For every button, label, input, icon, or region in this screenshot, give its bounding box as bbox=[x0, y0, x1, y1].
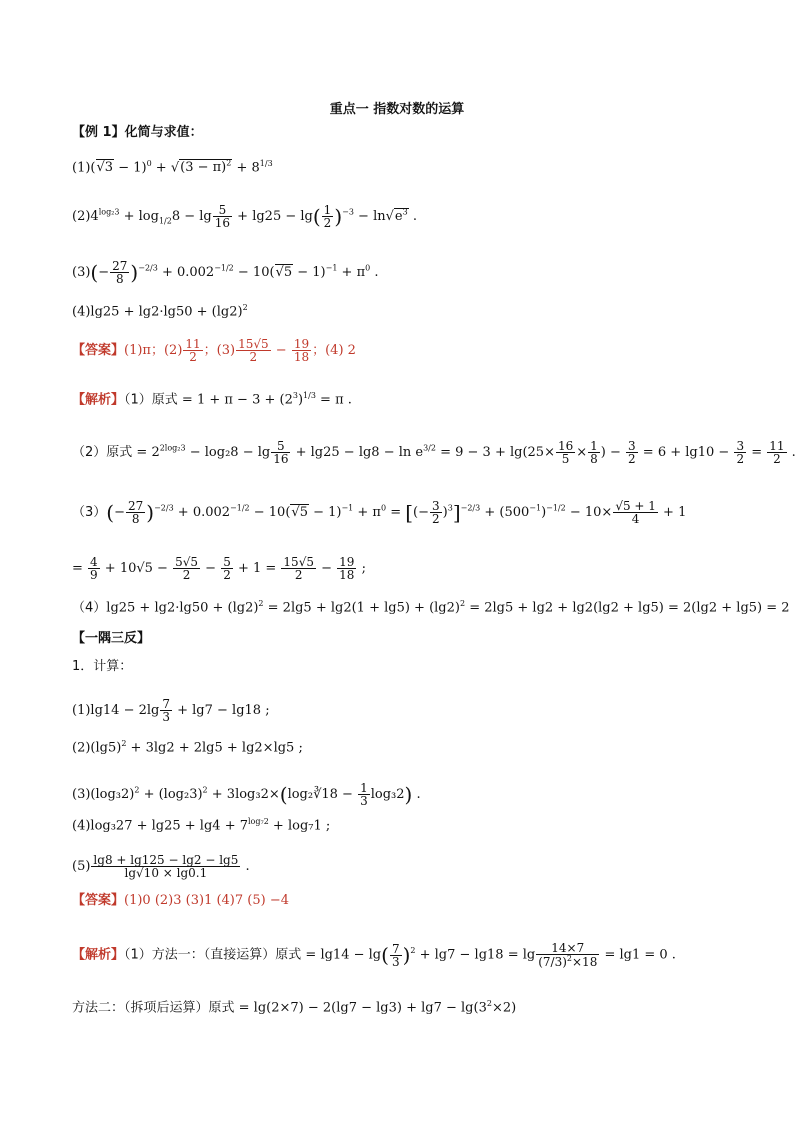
example-answer: 【答案】(1)π；(2) $\frac{11}{2}$ ；(3) $\frac{15√5}{2}$ − $\frac{19}{18}$ ；(4) 2 bbox=[72, 337, 356, 364]
practice-problem-1: (1)lg14 − 2lg $\frac{7}{3}$ + lg7 − lg18 ; bbox=[72, 697, 270, 724]
solution-4: $(4)\lg 25 + \lg 2\cdot\lg 50 + (\lg 2)^2 = 2\lg 5 + \lg 2(1 + \lg 5) + (\lg 2)^2 = 2\lg 5 + \lg 2 + \lg 2(\lg 2 + \lg 5) = 2(\lg 2 + \lg 5) = 2$ bbox=[72, 599, 790, 616]
solution-1: 【解析】（1）原式 = $1 + \pi - 3 + (2^3)^{1/3} = \pi$ . bbox=[72, 391, 352, 408]
practice-answer: 【答案】(1)0 (2)3 (3)1 (4)7 (5) −4 bbox=[72, 893, 289, 908]
solution-3: （3）(− $\frac{27}{8}$ )$^{-2/3} + 0.002^{-1/2} - 10(√5 - 1)^{-1} + \pi^0$ = [(− $\frac{3}{2}$ )$^3]^{-2/3} + (500^{-1})^{-1/2} - 10\times$ $\frac{√5 + 1}{4}$ + 1 bbox=[72, 499, 687, 526]
practice-problem-3: $(3)(\log_32)^2 + (\log_23)^2$ + 3log₃2×(log₂∛18 − $\frac{1}{3}$ log₃2) . bbox=[72, 781, 421, 808]
practice-heading: 【一隅三反】 bbox=[72, 631, 151, 646]
practice-problem-2: $(2)(\lg 5)^2 + 3\lg 2 + 2\lg 5 + \lg 2\times\lg 5$ ; bbox=[72, 739, 303, 756]
practice-problem-5: (5) $\frac{\lg 8 + \lg 125 - \lg 2 - \lg 5}{\lg√10 \times \lg 0.1}$ . bbox=[72, 853, 250, 880]
problem-1: $(1)(√3 - 1)^0 + √(3 - \pi)^2 + 8^{1/3}$ bbox=[72, 159, 273, 176]
practice-item-1: 1．计算： bbox=[72, 659, 133, 674]
page-title: 重点一 指数对数的运算 bbox=[329, 102, 465, 117]
practice-solution-method-1: 【解析】（1）方法一：（直接运算）原式 = lg14 − lg( $\frac{7}{3}$ )$^2$ + lg7 − lg18 = lg $\frac{14\times 7}{(7/3)^2\times 18}$ = lg1 = 0 . bbox=[72, 941, 676, 969]
practice-problem-4: $(4)\log_327 + \lg 25 + \lg 4 + 7^{log_72} + \log_71$ ; bbox=[72, 817, 331, 834]
problem-4: $(4)\lg 25 + \lg 2\cdot\lg 50 + (\lg 2)^2$ bbox=[72, 303, 248, 320]
solution-2: （2）原式 = $2^{2log_23} - \log_28 - \lg$ $\frac{5}{16}$ + $\lg 25 - \lg 8 - \ln e^{3/2} = 9 - 3 + \lg(25\times$ $\frac{16}{5}$ × $\frac{1}{8}$ ) − $\frac{3}{2}$ = 6 + lg10 − $\frac{3}{2}$ = $\frac{11}{2}$ . bbox=[72, 439, 796, 466]
practice-solution-method-2: 方法二：（拆项后运算）原式 = $\lg(2\times 7) - 2(\lg 7 - \lg 3) + \lg 7 - \lg(3^2\times 2)$ bbox=[72, 999, 517, 1016]
solution-3-result: = $\frac{4}{9}$ + 10√5 − $\frac{5√5}{2}$ − $\frac{5}{2}$ + 1 = $\frac{15√5}{2}$ − $\frac{19}{18}$ ; bbox=[72, 555, 366, 582]
problem-3: (3)(− $\frac{27}{8}$ )$^{-2/3} + 0.002^{-1/2} - 10(√5 - 1)^{-1} + \pi^0$ . bbox=[72, 259, 379, 286]
problem-2: $(2)4^{log_23} + \log_{1/2}8 - \lg$ $\frac{5}{16}$ + lg25 − lg( $\frac{1}{2}$ )$^{-3} - \ln√e^3$ . bbox=[72, 203, 417, 230]
example-heading: 【例 1】化简与求值： bbox=[72, 125, 203, 140]
